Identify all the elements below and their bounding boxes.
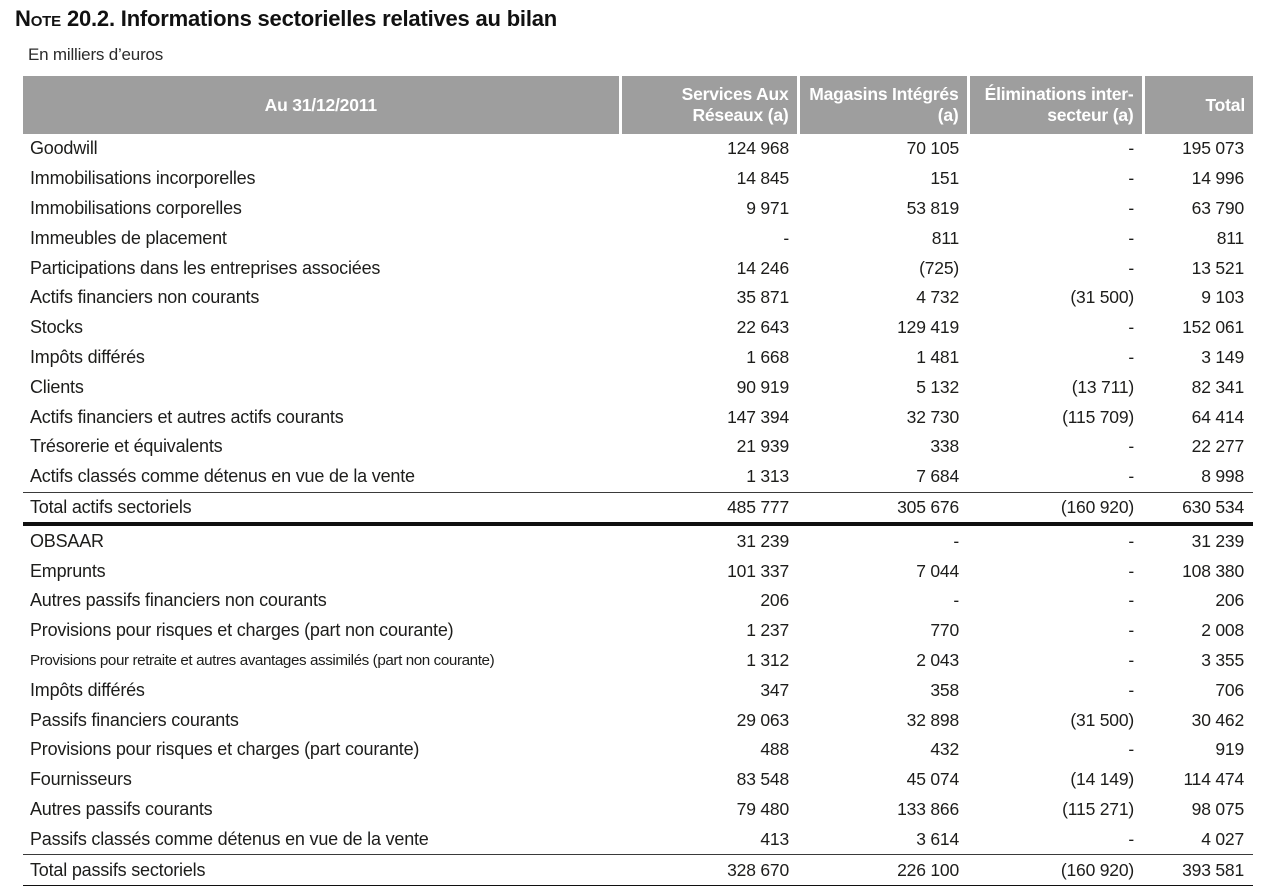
cell-value: 133 866: [897, 798, 959, 819]
cell-value: 811: [1216, 227, 1244, 248]
row-label: Participations dans les entreprises associées: [30, 257, 381, 278]
table-row: [23, 253, 1253, 283]
table-row: [23, 432, 1253, 462]
total-row: [23, 855, 1253, 886]
cell-value: 79 480: [736, 798, 789, 819]
column-header: Total: [1143, 76, 1253, 134]
cell-value: 114 474: [1183, 769, 1244, 790]
row-label: Provisions pour retraite et autres avantages assimilés (part non courante): [30, 651, 495, 669]
row-label: Immeubles de placement: [30, 227, 227, 248]
table-row: [23, 343, 1253, 373]
table-row: [23, 675, 1253, 705]
table-row: [23, 313, 1253, 343]
cell-value: 3 149: [1201, 346, 1244, 367]
cell-value: 29 063: [736, 709, 789, 730]
cell-value: -: [953, 530, 959, 551]
cell-value: 4 027: [1201, 828, 1244, 849]
cell-value: (13 711): [1071, 376, 1134, 397]
cell-value: -: [1128, 257, 1134, 278]
cell-value: 1 312: [746, 649, 789, 670]
cell-value: (31 500): [1070, 709, 1134, 730]
cell-value: 206: [760, 590, 789, 611]
row-label: Passifs classés comme détenus en vue de la vente: [30, 828, 429, 849]
cell-value: 21 939: [736, 436, 789, 457]
row-label: Passifs financiers courants: [30, 709, 239, 730]
note-label: Note: [15, 6, 61, 31]
cell-value: 206: [1215, 590, 1244, 611]
row-label: Autres passifs financiers non courants: [30, 590, 327, 611]
cell-value: -: [1128, 346, 1134, 367]
cell-value: 14 845: [736, 168, 789, 189]
column-header: Éliminations inter-secteur (a): [968, 76, 1143, 134]
table-row: [23, 462, 1253, 492]
units-subtitle: En milliers d’euros: [28, 45, 164, 64]
cell-value: 152 061: [1182, 317, 1244, 338]
cell-value: 4 732: [916, 287, 959, 308]
table-row: [23, 134, 1253, 164]
row-label: Trésorerie et équivalents: [30, 436, 223, 457]
column-header-date: Au 31/12/2011: [23, 76, 620, 134]
cell-value: 919: [1215, 739, 1244, 760]
cell-value: 32 898: [906, 709, 959, 730]
cell-value: 2 043: [916, 649, 959, 670]
row-label: Immobilisations corporelles: [30, 197, 242, 218]
cell-value: 83 548: [736, 769, 789, 790]
cell-value: 14 996: [1191, 168, 1244, 189]
row-label: Actifs financiers et autres actifs courants: [30, 406, 344, 427]
cell-value: 358: [930, 679, 959, 700]
cell-value: 1 668: [746, 346, 789, 367]
cell-value: 8 998: [1201, 466, 1244, 487]
table-row: [23, 586, 1253, 616]
page-title: [0, 0, 1271, 32]
cell-value: -: [953, 590, 959, 611]
table-row: [23, 194, 1253, 224]
table-row: [23, 735, 1253, 765]
table-row: [23, 402, 1253, 432]
cell-value: 1 237: [746, 620, 789, 641]
row-label: Actifs financiers non courants: [30, 287, 260, 308]
cell-value: 770: [930, 620, 959, 641]
cell-value: -: [1128, 649, 1134, 670]
cell-value: 9 971: [746, 197, 789, 218]
table-header-row: [23, 76, 1253, 134]
column-header: Magasins Intégrés (a): [798, 76, 968, 134]
cell-value: 338: [930, 436, 959, 457]
table-row: [23, 616, 1253, 646]
cell-value: (115 709): [1062, 406, 1134, 427]
row-label: Goodwill: [30, 138, 98, 159]
cell-value: -: [783, 227, 789, 248]
row-label: Total passifs sectoriels: [23, 855, 620, 886]
cell-value: 3 614: [916, 828, 959, 849]
row-label: Stocks: [30, 317, 83, 338]
cell-value: -: [1128, 317, 1134, 338]
row-label: Immobilisations incorporelles: [30, 168, 256, 189]
row-label: Emprunts: [30, 560, 106, 581]
row-label: Provisions pour risques et charges (part non courante): [30, 620, 454, 641]
row-label: Autres passifs courants: [30, 798, 213, 819]
cell-value: 347: [760, 679, 789, 700]
cell-value: 7 684: [916, 466, 959, 487]
cell-value: 30 462: [1191, 709, 1244, 730]
cell-value: 432: [930, 739, 959, 760]
cell-value: 393 581: [1143, 855, 1253, 886]
table-row: [23, 524, 1253, 556]
cell-value: -: [1128, 197, 1134, 218]
cell-value: 328 670: [620, 855, 798, 886]
cell-value: -: [1128, 227, 1134, 248]
cell-value: -: [1128, 530, 1134, 551]
cell-value: -: [1128, 560, 1134, 581]
table-row: [23, 164, 1253, 194]
cell-value: 305 676: [798, 492, 968, 524]
cell-value: (115 271): [1062, 798, 1134, 819]
row-label: Impôts différés: [30, 346, 145, 367]
table-row: [23, 283, 1253, 313]
cell-value: -: [1128, 739, 1134, 760]
cell-value: (160 920): [968, 492, 1143, 524]
row-label: Impôts différés: [30, 679, 145, 700]
cell-value: -: [1128, 620, 1134, 641]
cell-value: (31 500): [1070, 287, 1134, 308]
cell-value: 90 919: [736, 376, 789, 397]
cell-value: 129 419: [897, 317, 959, 338]
cell-value: 413: [760, 828, 789, 849]
cell-value: 53 819: [906, 197, 959, 218]
cell-value: -: [1128, 590, 1134, 611]
cell-value: 226 100: [798, 855, 968, 886]
cell-value: 22 277: [1191, 436, 1244, 457]
cell-value: 45 074: [906, 769, 959, 790]
cell-value: -: [1128, 138, 1134, 159]
cell-value: 3 355: [1201, 649, 1244, 670]
row-label: Actifs classés comme détenus en vue de la vente: [30, 466, 415, 487]
cell-value: 101 337: [727, 560, 789, 581]
table-row: [23, 372, 1253, 402]
cell-value: 195 073: [1182, 138, 1244, 159]
cell-value: -: [1128, 168, 1134, 189]
cell-value: 70 105: [906, 138, 959, 159]
cell-value: -: [1128, 679, 1134, 700]
cell-value: 124 968: [727, 138, 789, 159]
sector-balance-table: [23, 76, 1253, 886]
table-body: [23, 134, 1253, 886]
table-row: [23, 646, 1253, 676]
cell-value: 64 414: [1191, 406, 1244, 427]
cell-value: 63 790: [1191, 197, 1244, 218]
row-label: OBSAAR: [30, 530, 104, 551]
cell-value: -: [1128, 828, 1134, 849]
cell-value: 2 008: [1201, 620, 1244, 641]
cell-value: 98 075: [1191, 798, 1244, 819]
cell-value: 1 481: [916, 346, 959, 367]
cell-value: -: [1128, 436, 1134, 457]
cell-value: (160 920): [968, 855, 1143, 886]
cell-value: 22 643: [736, 317, 789, 338]
page-title-text: 20.2. Informations sectorielles relatives au bilan: [66, 6, 558, 31]
cell-value: (725): [919, 257, 959, 278]
cell-value: 7 044: [916, 560, 959, 581]
table-row: [23, 705, 1253, 735]
table-row: [23, 824, 1253, 854]
cell-value: 147 394: [727, 406, 789, 427]
total-row: [23, 492, 1253, 524]
row-label: Total actifs sectoriels: [23, 492, 620, 524]
cell-value: 9 103: [1201, 287, 1244, 308]
cell-value: 485 777: [620, 492, 798, 524]
cell-value: 32 730: [906, 406, 959, 427]
table-row: [23, 795, 1253, 825]
cell-value: 488: [760, 739, 789, 760]
cell-value: 14 246: [736, 257, 789, 278]
cell-value: 630 534: [1143, 492, 1253, 524]
cell-value: 811: [931, 227, 959, 248]
table-row: [23, 556, 1253, 586]
table-row: [23, 223, 1253, 253]
cell-value: 82 341: [1191, 376, 1244, 397]
column-header: Services Aux Réseaux (a): [620, 76, 798, 134]
cell-value: 13 521: [1191, 257, 1244, 278]
table-row: [23, 765, 1253, 795]
row-label: Fournisseurs: [30, 769, 132, 790]
cell-value: 31 239: [1191, 530, 1244, 551]
cell-value: 151: [930, 168, 959, 189]
cell-value: 108 380: [1182, 560, 1244, 581]
cell-value: 5 132: [916, 376, 959, 397]
cell-value: (14 149): [1070, 769, 1134, 790]
row-label: Clients: [30, 376, 84, 397]
cell-value: 31 239: [736, 530, 789, 551]
cell-value: -: [1128, 466, 1134, 487]
cell-value: 706: [1215, 679, 1244, 700]
cell-value: 35 871: [736, 287, 789, 308]
cell-value: 1 313: [746, 466, 789, 487]
row-label: Provisions pour risques et charges (part courante): [30, 739, 420, 760]
